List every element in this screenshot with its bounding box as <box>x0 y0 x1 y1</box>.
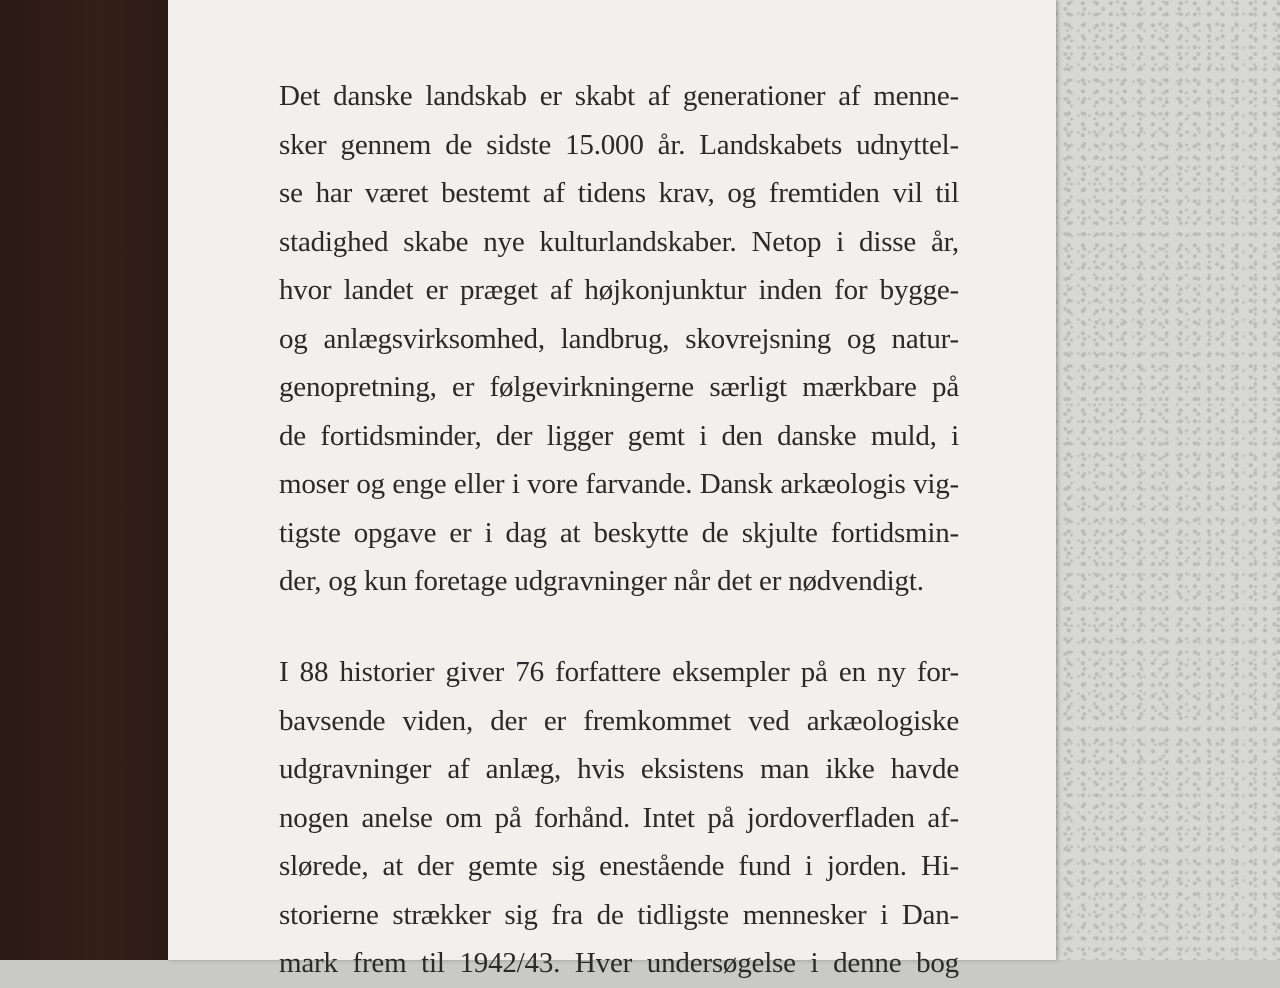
dark-background-edge <box>0 0 170 960</box>
text-line: tigste opgave er i dag at beskytte de skjulte fortidsmin- <box>279 516 959 549</box>
text-line: nogen anelse om på forhånd. Intet på jordoverfladen af- <box>279 801 959 834</box>
text-line: storierne strækker sig fra de tidligste mennesker i Dan- <box>279 898 959 931</box>
text-line: stadighed skabe nye kulturlandskaber. Netop i disse år, <box>279 225 959 258</box>
text-line: I 88 historier giver 76 forfattere eksempler på en ny for- <box>279 656 959 688</box>
text-line: de fortidsminder, der ligger gemt i den danske muld, i <box>279 419 959 452</box>
text-line: sker gennem de sidste 15.000 år. Landskabets udnyttel- <box>279 128 959 161</box>
text-line: slørede, at der gemte sig enestående fund i jorden. Hi- <box>279 850 959 882</box>
text-line: udgravninger af anlæg, hvis eksistens man ikke havde <box>279 753 959 785</box>
book-page <box>168 0 1056 979</box>
text-line: genopretning, er følgevirkningerne særligt mærkbare på <box>279 371 959 403</box>
text-line: mark frem til 1942/43. Hver undersøgelse i denne bog <box>279 947 959 979</box>
paragraph-2 <box>279 648 959 988</box>
text-line: bavsende viden, der er fremkommet ved arkæologiske <box>279 704 959 737</box>
text-line: se har været bestemt af tidens krav, og fremtiden vil til <box>279 177 959 209</box>
text-line: hvor landet er præget af højkonjunktur inden for bygge- <box>279 274 959 306</box>
text-line: og anlægsvirksomhed, landbrug, skovrejsning og natur- <box>279 322 959 355</box>
text-line: moser og enge eller i vore farvande. Dansk arkæologis vig- <box>279 468 959 500</box>
text-line: Det danske landskab er skabt af generationer af menne- <box>279 80 959 112</box>
text-line: der, og kun foretage udgravninger når det er nødvendigt. <box>279 565 924 597</box>
paragraph-1 <box>279 72 959 606</box>
textured-wall-background <box>1052 0 1280 960</box>
